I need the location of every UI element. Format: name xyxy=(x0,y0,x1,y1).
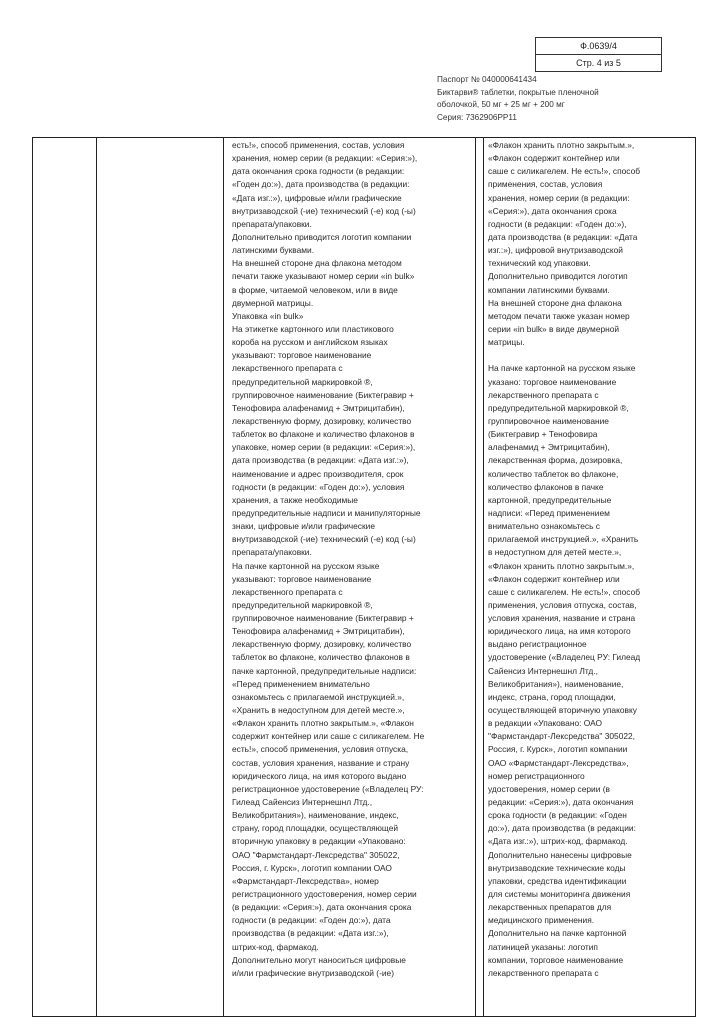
text-line: препарата/упаковки. xyxy=(232,218,312,229)
text-line: ОАО "Фармстандарт-Лексредства" 305022, xyxy=(232,849,400,860)
text-line: индекс, страна, город площадки, xyxy=(488,691,616,702)
text-line: алафенамид + Эмтрицитабин), xyxy=(488,442,610,453)
text-line: «Дата изг.:»), штрих-код, фармакод. xyxy=(488,836,628,847)
text-line: группировочное наименование (Биктегравир + xyxy=(232,613,414,624)
text-line: Упаковка «in bulk» xyxy=(232,310,304,321)
text-line: саше с силикагелем. Не есть!», способ xyxy=(488,586,641,597)
text-line: Великобритания»), наименование, xyxy=(488,678,624,689)
text-line: Дополнительно приводится логотип компании xyxy=(232,231,412,242)
text-line: Гилеад Сайенсиз Интернешнл Лтд., xyxy=(232,797,373,808)
text-line: юридического лица, на имя которого выдано xyxy=(232,770,407,781)
text-line: На пачке картонной на русском языке xyxy=(232,560,380,571)
text-line: картонной, предупредительные xyxy=(488,494,612,505)
text-line: для системы мониторинга движения xyxy=(488,889,631,900)
text-line: производства (в редакции: «Дата изг.:»), xyxy=(232,928,389,939)
text-line: матрицы. xyxy=(488,337,525,348)
text-line: лекарственного препарата с xyxy=(488,389,599,400)
text-line: «Флакон хранить плотно закрытым.», xyxy=(488,140,635,150)
text-line: предупредительной маркировкой ®, xyxy=(232,599,373,610)
text-line: пачке картонной, предупредительные надписи: xyxy=(232,665,417,676)
text-line: «Фармстандарт-Лексредства», номер xyxy=(232,875,379,886)
text-line: На этикетке картонного или пластикового xyxy=(232,323,394,334)
text-line: вторичную упаковку в редакции «Упаковано: xyxy=(232,836,406,847)
text-line: упаковки, средства идентификации xyxy=(488,875,627,886)
text-line: компании латинскими буквами. xyxy=(488,284,610,295)
text-line: годности (в редакции: «Годен до:»), дата xyxy=(232,915,391,926)
text-line: Дополнительно нанесены цифровые xyxy=(488,849,632,860)
text-line: содержит контейнер или саше с силикагелем. Не xyxy=(232,731,425,742)
text-line: «Флакон содержит контейнер или xyxy=(488,573,620,584)
text-line: внутризаводской (-ие) технический (-е) код (-ы) xyxy=(232,534,416,545)
text-line: двумерной матрицы. xyxy=(232,297,314,308)
text-line: (в редакции: «Серия:»), дата окончания срока xyxy=(232,902,412,913)
actual-values-column xyxy=(488,139,693,980)
text-line: методом печати также указан номер xyxy=(488,310,630,321)
text-line: в редакции «Упаковано: ОАО xyxy=(488,718,603,729)
text-line: годности (в редакции: «Годен до:»), xyxy=(488,218,627,229)
text-line: применения, условия отпуска, состав, xyxy=(488,599,637,610)
text-line: лекарственного препарата с xyxy=(232,363,343,374)
text-line: до:»), дата производства (в редакции: xyxy=(488,823,636,834)
text-line: Россия, г. Курск», логотип компании ОАО xyxy=(232,862,392,873)
text-line: таблеток во флаконе, количество флаконов в xyxy=(232,652,410,663)
text-line: «Флакон содержит контейнер или xyxy=(488,153,620,164)
text-line: Тенофовира алафенамид + Эмтрицитабин), xyxy=(232,402,405,413)
text-line: указывают: торговое наименование xyxy=(232,573,372,584)
text-line: надписи: «Перед применением xyxy=(488,507,610,518)
text-line: хранения, номер серии (в редакции: «Серия:»), xyxy=(232,153,418,164)
text-line: лекарственного препарата с xyxy=(488,967,599,978)
text-line: хранения, а также необходимые xyxy=(232,494,358,505)
text-line: Дополнительно приводится логотип xyxy=(488,271,628,282)
text-line: дата производства (в редакции: «Дата изг.:»), xyxy=(232,455,409,466)
text-line: есть!», способ применения, состав, условия xyxy=(232,140,405,150)
text-line: короба на русском и английском языках xyxy=(232,337,388,348)
text-line: регистрационного удостоверения, номер серии xyxy=(232,889,417,900)
text-line: Тенофовира алафенамид + Эмтрицитабин), xyxy=(232,626,405,637)
text-line: предупредительные надписи и манипуляторные xyxy=(232,507,421,518)
text-line: «Перед применением внимательно xyxy=(232,678,370,689)
text-line: изг.:»), цифровой внутризаводской xyxy=(488,245,623,256)
text-line: "Фармстандарт-Лексредства" 305022, xyxy=(488,731,635,742)
text-line: Дополнительно могут наноситься цифровые xyxy=(232,954,406,965)
text-line: группировочное наименование (Биктегравир + xyxy=(232,389,414,400)
text-line: применения, состав, условия xyxy=(488,179,603,190)
text-line: лекарственная форма, дозировка, xyxy=(488,455,623,466)
text-line: Великобритания»), наименование, индекс, xyxy=(232,810,399,821)
document-table xyxy=(32,137,696,1017)
text-line: «Годен до:»), дата производства (в редакции: xyxy=(232,179,410,190)
text-line: внутризаводские технические коды xyxy=(488,862,626,873)
text-line: компании, торговое наименование xyxy=(488,954,624,965)
passport-header xyxy=(437,74,697,124)
text-line: препарата/упаковки. xyxy=(232,547,312,558)
text-line: На внешней стороне дна флакона методом xyxy=(232,258,402,269)
product-name: Биктарви® таблетки, покрытые пленочной xyxy=(437,87,599,97)
text-line: лекарственных препаратов для xyxy=(488,902,612,913)
text-line: и/или графические внутризаводской (-ие) xyxy=(232,967,395,978)
page-number: Стр. 4 из 5 xyxy=(536,54,661,71)
text-line: в форме, читаемой человеком, или в виде xyxy=(232,284,398,295)
text-line: дата окончания срока годности (в редакции: xyxy=(232,166,405,177)
text-line: медицинского применения. xyxy=(488,915,595,926)
text-line xyxy=(488,349,693,362)
text-line: Сайенсиз Интернешнл Лтд., xyxy=(488,665,598,676)
column-divider xyxy=(223,138,224,1016)
text-line: латинскими буквами. xyxy=(232,245,315,256)
text-line: редакции: «Серия:»), дата окончания xyxy=(488,797,634,808)
text-line: «Флакон хранить плотно закрытым.», «Флакон xyxy=(232,718,414,729)
text-line: ОАО «Фармстандарт-Лексредства», xyxy=(488,757,629,768)
text-line: упаковке, номер серии (в редакции: «Серия:»), xyxy=(232,442,416,453)
text-line: знаки, цифровые и/или графические xyxy=(232,521,375,532)
column-divider xyxy=(96,138,97,1016)
text-line: печати также указывают номер серии «in bulk» xyxy=(232,271,415,282)
text-line: номер регистрационного xyxy=(488,770,585,781)
text-line: саше с силикагелем. Не есть!», способ xyxy=(488,166,641,177)
text-line: срока годности (в редакции: «Годен xyxy=(488,810,627,821)
text-line: Россия, г. Курск», логотип компании xyxy=(488,744,628,755)
text-line: «Флакон хранить плотно закрытым.», xyxy=(488,560,635,571)
column-divider xyxy=(483,138,484,1016)
text-line: ознакомьтесь с прилагаемой инструкцией.», xyxy=(232,691,405,702)
text-line: страну, город площадки, осуществляющей xyxy=(232,823,399,834)
text-line: предупредительной маркировкой ®, xyxy=(488,402,629,413)
text-line: лекарственную форму, дозировку, количество xyxy=(232,415,412,426)
text-line: На внешней стороне дна флакона xyxy=(488,297,622,308)
text-line: количество таблеток во флаконе, xyxy=(488,468,619,479)
text-line: состав, условия хранения, название и страну xyxy=(232,757,410,768)
text-line: количество флаконов в пачке xyxy=(488,481,604,492)
text-line: выдано регистрационное xyxy=(488,639,587,650)
text-line: внутризаводской (-ие) технический (-е) код (-ы) xyxy=(232,205,416,216)
text-line: условия хранения, название и страна xyxy=(488,613,636,624)
text-line: Дополнительно на пачке картонной xyxy=(488,928,627,939)
text-line: штрих-код, фармакод. xyxy=(232,941,319,952)
requirements-column xyxy=(232,139,472,980)
text-line: технический код упаковки. xyxy=(488,258,591,269)
text-line: лекарственного препарата с xyxy=(232,586,343,597)
text-line: указывают: торговое наименование xyxy=(232,350,372,361)
text-line: есть!», способ применения, условия отпуска, xyxy=(232,744,409,755)
text-line: (Биктегравир + Тенофовира xyxy=(488,429,598,440)
text-line: серии «in bulk» в виде двумерной xyxy=(488,323,620,334)
text-line: дата производства (в редакции: «Дата xyxy=(488,231,638,242)
text-line: На пачке картонной на русском языке xyxy=(488,363,636,374)
form-code: Ф.0639/4 xyxy=(580,41,617,51)
text-line: регистрационное удостоверение («Владелец РУ: xyxy=(232,783,424,794)
text-line: указано: торговое наименование xyxy=(488,376,617,387)
text-line: удостоверение («Владелец РУ: Гилеад xyxy=(488,652,641,663)
product-dosage: оболочкой, 50 мг + 25 мг + 200 мг xyxy=(437,100,565,110)
text-line: хранения, номер серии (в редакции: xyxy=(488,192,630,203)
text-line: группировочное наименование xyxy=(488,415,609,426)
text-line: таблеток во флаконе и количество флаконов в xyxy=(232,429,415,440)
text-line: наименование и адрес производителя, срок xyxy=(232,468,404,479)
text-line: лекарственную форму, дозировку, количество xyxy=(232,639,412,650)
column-divider xyxy=(475,138,476,1016)
passport-number: Паспорт № 040000641434 xyxy=(437,75,537,84)
text-line: «Дата изг.:»), цифровые и/или графические xyxy=(232,192,402,203)
text-line: юридического лица, на имя которого xyxy=(488,626,631,637)
text-line: внимательно ознакомьтесь с xyxy=(488,521,600,532)
text-line: «Хранить в недоступном для детей месте.», xyxy=(232,705,405,716)
form-stamp xyxy=(535,37,662,72)
batch-series: Серия: 7362906РР11 xyxy=(437,112,517,122)
text-line: прилагаемой инструкцией.», «Хранить xyxy=(488,534,639,545)
text-line: осуществляющей вторичную упаковку xyxy=(488,705,637,716)
text-line: предупредительной маркировкой ®, xyxy=(232,376,373,387)
text-line: в недоступном для детей месте.», xyxy=(488,547,622,558)
text-line: «Серия:»), дата окончания срока xyxy=(488,205,617,216)
text-line: годности (в редакции: «Годен до:»), условия xyxy=(232,481,405,492)
text-line: латиницей указаны: логотип xyxy=(488,941,598,952)
text-line: удостоверения, номер серии (в xyxy=(488,783,610,794)
